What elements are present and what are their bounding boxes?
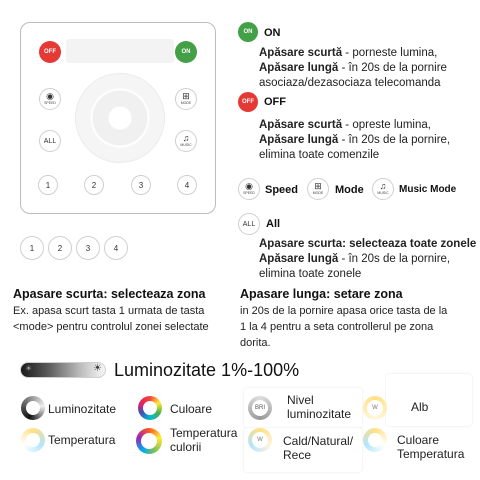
zone-long-line-1: in 20s de la pornire apasa orice tasta de la <box>240 305 448 317</box>
grid-icon: ⊞ <box>314 181 322 192</box>
alb-label: Alb <box>411 400 429 414</box>
brightness-slider[interactable] <box>20 362 106 378</box>
music-mode-label: Music Mode <box>399 184 457 195</box>
all-description <box>259 237 479 282</box>
mode-legend-icon: ⊞ MODE <box>307 178 329 200</box>
off-description <box>259 118 474 163</box>
on-short-line: Apăsare scurtă - porneste lumina, <box>259 47 438 59</box>
off-long-line: Apăsare lungă - în 20s de la pornire, <box>259 134 451 146</box>
remote-zone-2-button[interactable]: 2 <box>84 175 104 195</box>
zone-buttons-row <box>20 236 132 262</box>
zone-1-button[interactable]: 1 <box>20 236 44 260</box>
speed-icon: ◉ <box>245 181 253 192</box>
culoare-temp-line-1: Culoare <box>397 433 440 447</box>
on-description <box>259 46 474 91</box>
remote-zone-1-button[interactable]: 1 <box>38 175 58 195</box>
cald-line-2: Rece <box>283 448 312 462</box>
on-icon: ON <box>238 22 258 42</box>
all-long-line: Apăsare lungă - în 20s de la pornire, <box>259 253 451 265</box>
mode-label: Mode <box>335 184 364 196</box>
zone-long-line-3: dorita. <box>240 337 271 349</box>
all-short-line: Apasare scurta: selecteaza toate zonele <box>259 238 477 250</box>
culoare-label: Culoare <box>170 402 213 416</box>
remote-zone-4-button[interactable]: 4 <box>177 175 197 195</box>
off-icon: OFF <box>238 92 258 112</box>
remote-wheel-ring <box>75 73 165 163</box>
all-icon: ALL <box>238 213 260 235</box>
remote-all-button[interactable]: ALL <box>39 130 61 152</box>
zone-2-button[interactable]: 2 <box>48 236 72 260</box>
luminozitate-label: Luminozitate <box>48 402 117 416</box>
luminozitate-icon-core <box>26 401 40 415</box>
off-title: OFF <box>264 96 286 108</box>
temperatura-culorii-label <box>170 426 237 454</box>
off-short-line: Apăsare scurtă - opreste lumina, <box>259 119 431 131</box>
temperatura-label: Temperatura <box>48 433 116 447</box>
culoare-temperatura-label <box>397 433 464 461</box>
temperature-icon-core <box>26 433 40 447</box>
remote-display <box>66 39 174 63</box>
remote-off-button[interactable]: OFF <box>39 41 61 63</box>
color-temperature-icon-core <box>141 433 157 449</box>
music-note-icon: ♫ <box>379 181 387 192</box>
remote-speed-button[interactable]: ◉ SPEED <box>39 88 61 110</box>
speed-label: Speed <box>265 184 299 196</box>
zone-3-button[interactable]: 3 <box>76 236 100 260</box>
on-long-line-2: asociaza/dezasociaza telecomanda <box>259 77 441 89</box>
zone-short-line-2: <mode> pentru controlul zonei selectate <box>13 321 209 333</box>
cald-natural-rece-label <box>283 434 353 462</box>
remote-mode-button[interactable]: ⊞ MODE <box>175 88 197 110</box>
brightness-min-icon: ☀ <box>25 364 33 373</box>
white-icon-core: W <box>367 400 383 416</box>
brightness-title: Luminozitate 1%-100% <box>114 360 300 380</box>
speed-legend-icon: ◉ SPEED <box>238 178 260 200</box>
on-long-line: Apăsare lungă - în 20s de la pornire <box>259 62 447 74</box>
nivel-line-2: luminozitate <box>287 407 352 421</box>
culoare-temp-line-2: Temperatura <box>397 447 465 461</box>
zone-long-line-2: 1 la 4 pentru a seta controllerul pe zona <box>240 321 434 333</box>
music-note-icon: ♫ <box>182 133 190 144</box>
cald-line-1: Cald/Natural/ <box>283 434 354 448</box>
music-legend-icon: ♫ MUSIC <box>372 178 394 200</box>
zone-short-line-1: Ex. apasa scurt tasta 1 urmata de tasta <box>13 305 205 317</box>
brightness-max-icon: ☀ <box>93 363 102 374</box>
on-title: ON <box>264 27 281 39</box>
remote-music-button[interactable]: ♫ MUSIC <box>175 130 197 152</box>
brightness-level-icon-core: BRI <box>252 400 268 416</box>
zone-long-text <box>240 303 478 351</box>
temp-culorii-line-2: culorii <box>170 440 202 454</box>
off-long-line-2: elimina toate comenzile <box>259 149 380 161</box>
temp-culorii-line-1: Temperatura <box>170 426 238 440</box>
color-temp-ring-icon-core <box>368 433 382 447</box>
remote-on-button[interactable]: ON <box>175 41 197 63</box>
all-long-line-2: elimina toate zonele <box>259 268 362 280</box>
zone-long-title: Apasare lunga: setare zona <box>240 287 403 301</box>
legend-box-2 <box>386 374 472 426</box>
nivel-luminozitate-label <box>287 393 351 421</box>
remote-zone-3-button[interactable]: 3 <box>131 175 151 195</box>
nivel-line-1: Nivel <box>287 393 314 407</box>
zone-short-title: Apasare scurta: selecteaza zona <box>13 287 206 301</box>
grid-icon: ⊞ <box>182 91 190 102</box>
warm-white-icon-core: W <box>252 432 268 448</box>
remote-control <box>20 22 216 214</box>
zone-4-button[interactable]: 4 <box>104 236 128 260</box>
all-title: All <box>266 218 281 230</box>
speed-icon: ◉ <box>46 91 54 102</box>
zone-short-text <box>13 303 237 335</box>
color-wheel-icon-core <box>143 401 157 415</box>
